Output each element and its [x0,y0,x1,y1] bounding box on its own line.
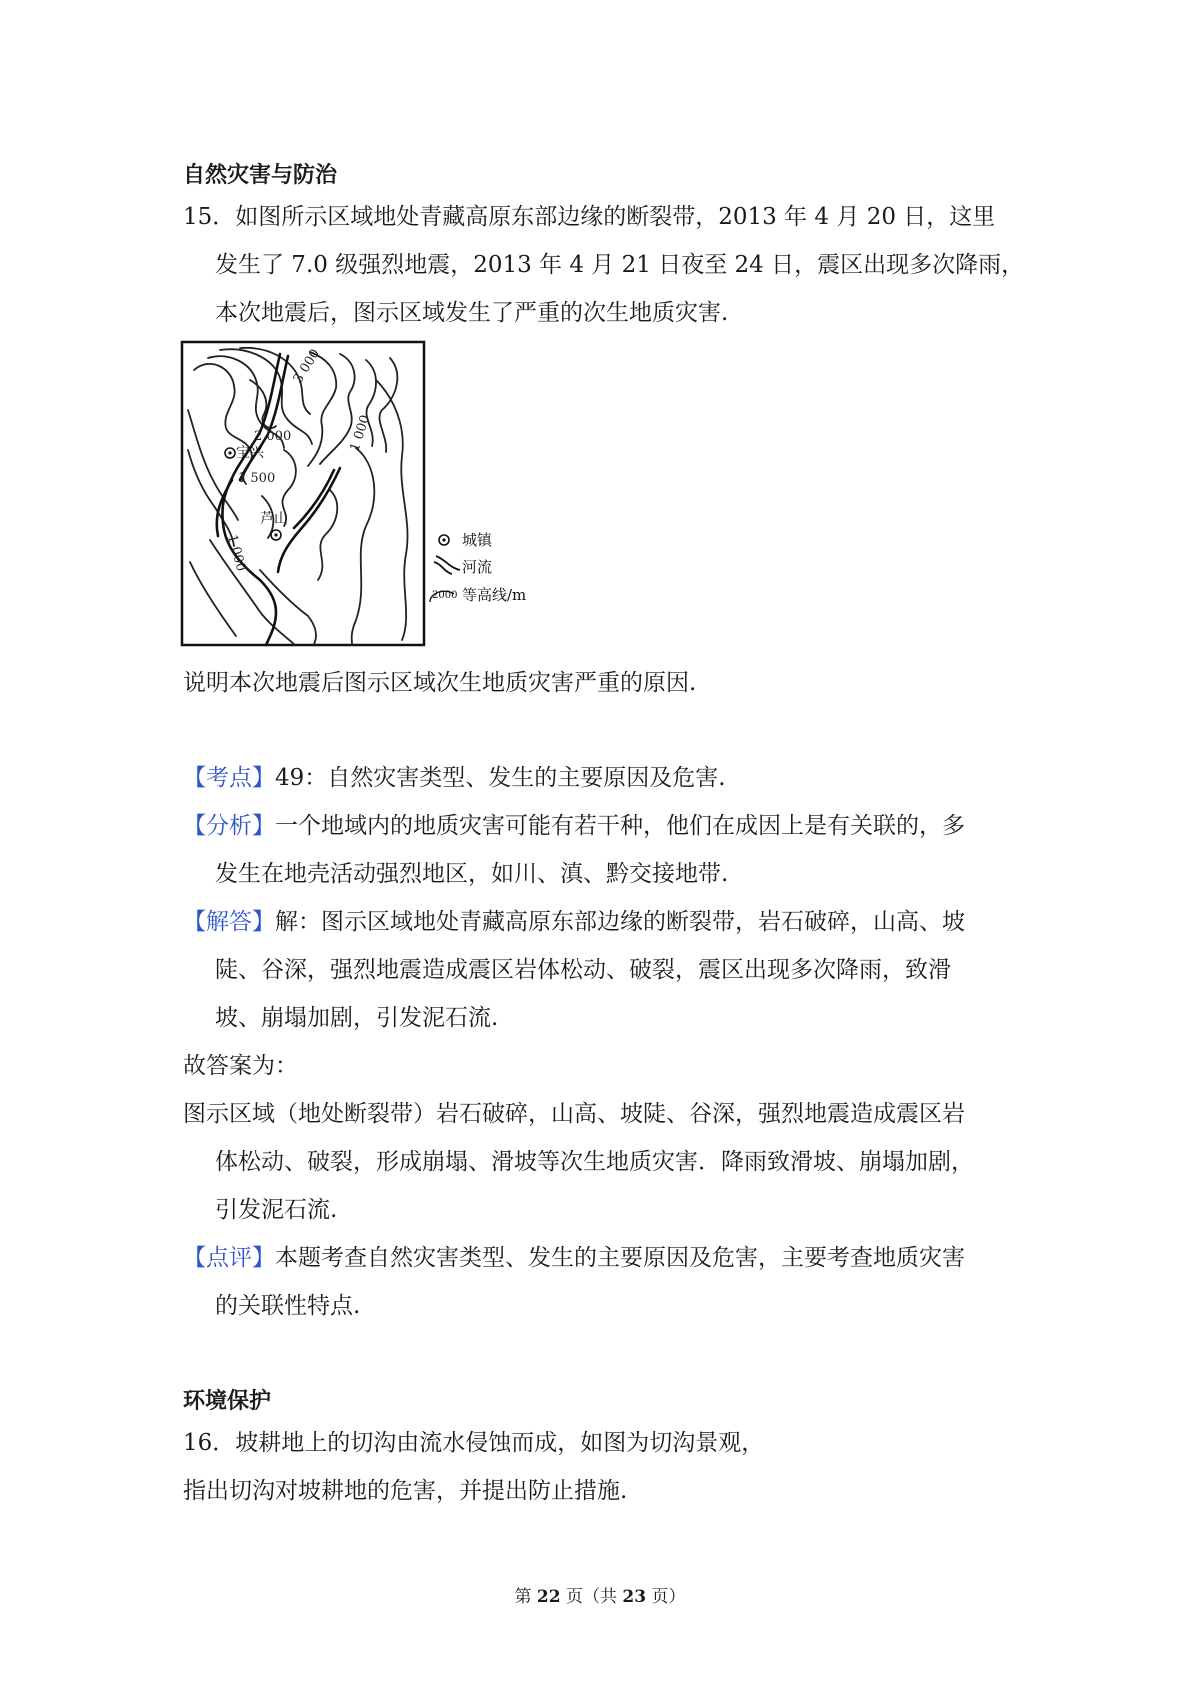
dianping-tag: 【点评】 [183,1245,275,1271]
answer-line-2: 体松动、破裂，形成崩塌、滑坡等次生地质灾害．降雨致滑坡、崩塌加剧， [215,1149,974,1175]
page-number: 22 [536,1587,561,1607]
legend-contour-sample: 2000 [432,590,458,601]
map-legend [430,531,526,604]
jieda-line-1: 【解答】解：图示区域地处青藏高原东部边缘的断裂带，岩石破碎，山高、坡 [183,909,965,935]
rivers [217,354,340,645]
jieda-line-3: 坡、崩塌加剧，引发泥石流. [215,1005,499,1031]
legend-river-symbol [434,556,460,574]
kaodian-line: 【考点】49：自然灾害类型、发生的主要原因及危害. [183,765,726,791]
legend-contour-label: 等高线/m [462,586,527,604]
jieda-tag: 【解答】 [183,909,275,935]
section-heading-natural-disasters: 自然灾害与防治 [183,163,338,188]
town-label-baoxing: 宝兴 [236,445,264,461]
contour-label-1000-east: 1 000 [347,413,374,454]
contour-map-figure [180,340,560,650]
page-total: 23 [622,1587,647,1607]
fenxi-line-1: 【分析】一个地域内的地质灾害可能有若干种，他们在成因上是有关联的，多 [183,813,965,839]
question-15-number: 15． [183,204,236,230]
contour-label-2000: 2 000 [254,429,292,444]
legend-town-label: 城镇 [462,531,493,549]
page-footer: 第 22 页（共 23 页） [514,1587,686,1607]
contour-label-1500: 1 500 [238,471,276,486]
question-16-line-1: 16．坡耕地上的切沟由流水侵蚀而成，如图为切沟景观， [183,1430,765,1456]
contour-label-1000-west: 1 000 [224,533,249,573]
answer-line-3: 引发泥石流. [215,1197,338,1223]
answer-intro: 故答案为： [183,1053,298,1079]
town-label-lushan: 芦山 [260,511,288,527]
question-16-line-2: 指出切沟对坡耕地的危害，并提出防止措施. [183,1478,628,1504]
question-15-line-1: 15．如图所示区域地处青藏高原东部边缘的断裂带，2013 年 4 月 20 日，这里 [183,204,996,230]
dianping-line-2: 的关联性特点. [215,1293,361,1319]
answer-line-1: 图示区域（地处断裂带）岩石破碎，山高、坡陡、谷深，强烈地震造成震区岩 [183,1101,965,1127]
jieda-line-2: 陡、谷深，强烈地震造成震区岩体松动、破裂，震区出现多次降雨，致滑 [215,957,951,983]
kaodian-tag: 【考点】 [183,765,275,791]
fenxi-line-2: 发生在地壳活动强烈地区，如川、滇、黔交接地带. [215,861,729,887]
question-15-line-3: 本次地震后，图示区域发生了严重的次生地质灾害. [215,300,729,326]
contour-label-3000: 3 000 [290,346,324,387]
fenxi-tag: 【分析】 [183,813,275,839]
question-15-prompt: 说明本次地震后图示区域次生地质灾害严重的原因. [183,670,697,696]
section-heading-environmental-protection: 环境保护 [183,1389,272,1414]
legend-river-label: 河流 [462,558,493,576]
question-15-line-2: 发生了 7.0 级强烈地震，2013 年 4 月 21 日夜至 24 日，震区出现多次降雨， [215,252,1025,278]
town-lushan [260,510,288,540]
map-frame [182,342,424,645]
dianping-line-1: 【点评】本题考查自然灾害类型、发生的主要原因及危害，主要考查地质灾害 [183,1245,965,1271]
contour-lines [188,348,408,644]
question-16-number: 16． [183,1430,236,1456]
town-baoxing [225,445,265,461]
